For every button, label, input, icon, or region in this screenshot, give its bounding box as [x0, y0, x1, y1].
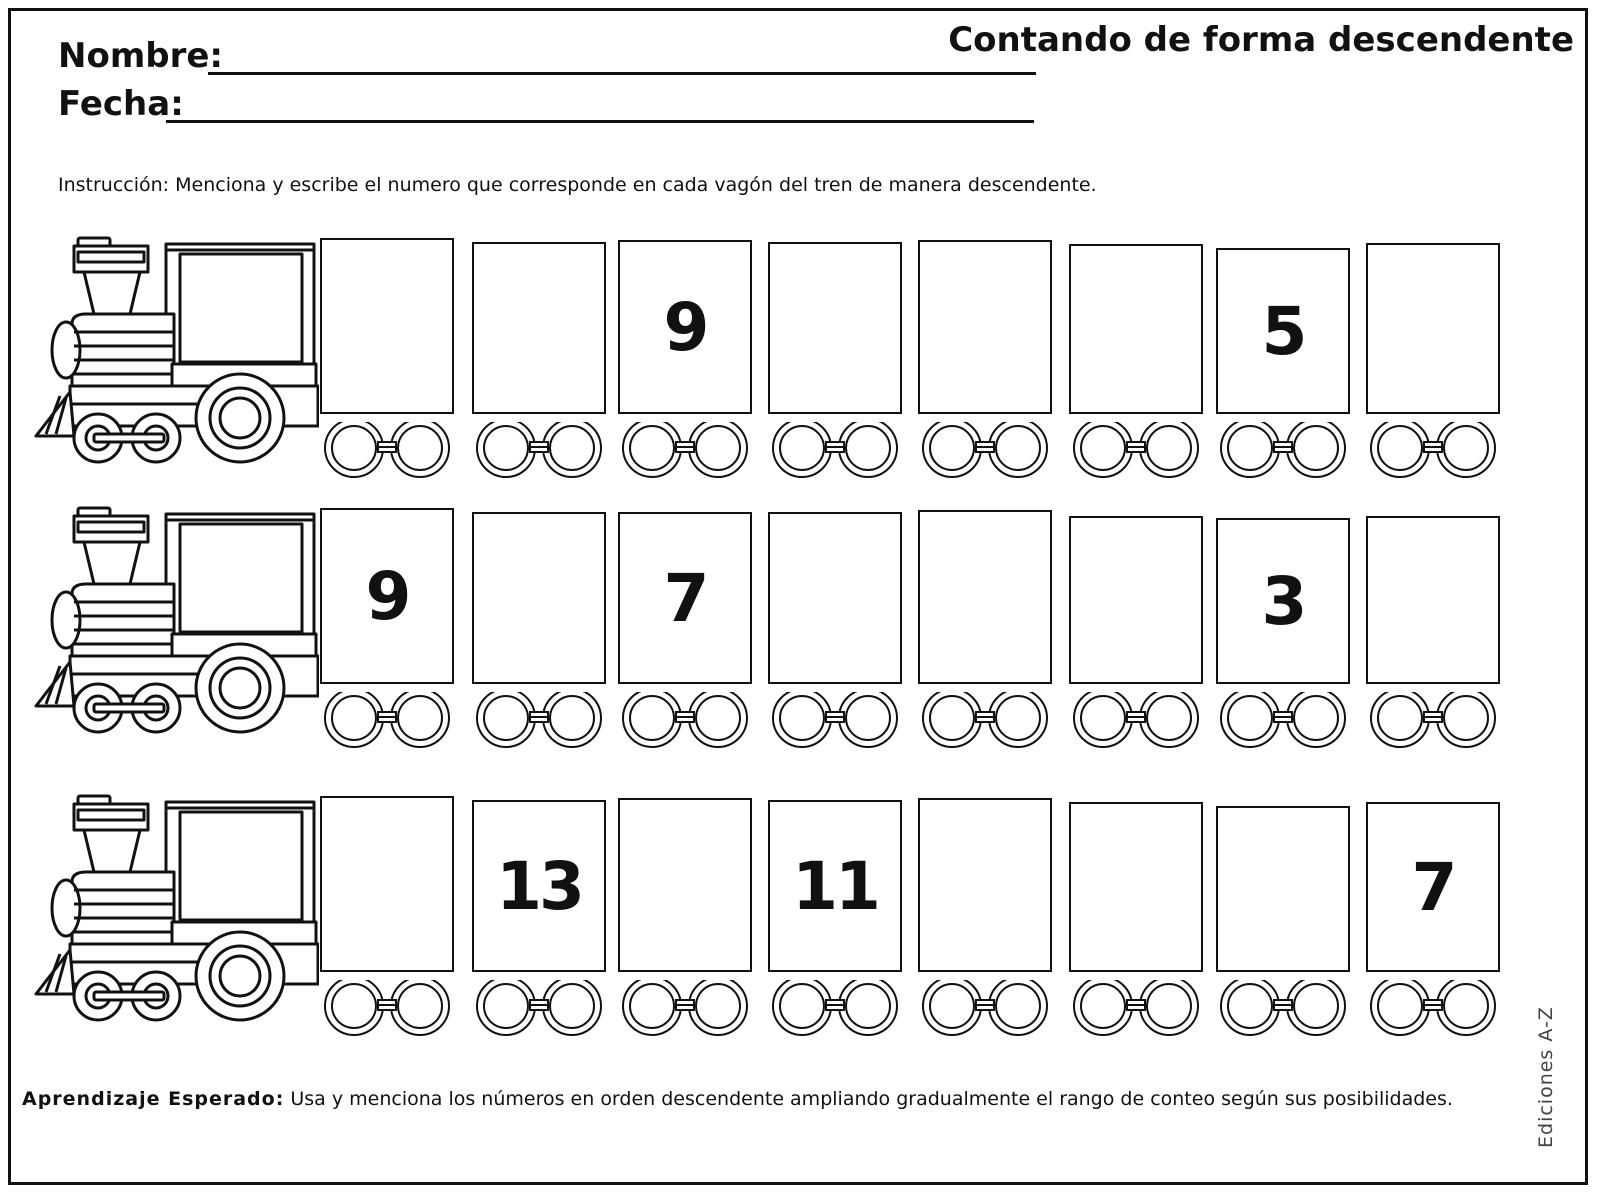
car-wheels-icon	[1366, 692, 1500, 752]
car-wheels-icon	[768, 980, 902, 1040]
car-wheels-icon	[472, 422, 606, 482]
expected-learning-label: Aprendizaje Esperado:	[22, 1088, 285, 1110]
car-answer-box[interactable]	[472, 512, 606, 684]
car-number-box: 7	[618, 512, 752, 684]
car-number-box: 3	[1216, 518, 1350, 684]
car-answer-box[interactable]	[320, 796, 454, 972]
car-wheels-icon	[618, 692, 752, 752]
car-answer-box[interactable]	[472, 242, 606, 414]
car-wheels-icon	[1216, 980, 1350, 1040]
car-wheels-icon	[472, 692, 606, 752]
car-answer-box[interactable]	[768, 512, 902, 684]
car-answer-box[interactable]	[1069, 516, 1203, 684]
car-wheels-icon	[618, 980, 752, 1040]
car-wheels-icon	[768, 422, 902, 482]
car-wheels-icon	[320, 980, 454, 1040]
car-answer-box[interactable]	[1366, 516, 1500, 684]
car-answer-box[interactable]	[618, 798, 752, 972]
car-wheels-icon	[320, 422, 454, 482]
car-wheels-icon	[1366, 980, 1500, 1040]
car-number-box: 5	[1216, 248, 1350, 414]
car-answer-box[interactable]	[1366, 243, 1500, 414]
train-row	[34, 506, 1534, 746]
car-answer-box[interactable]	[1069, 244, 1203, 414]
train-row	[34, 794, 1534, 1034]
publisher-credit: Ediciones A-Z	[1535, 1006, 1557, 1148]
car-wheels-icon	[918, 422, 1052, 482]
car-wheels-icon	[320, 692, 454, 752]
car-wheels-icon	[1216, 692, 1350, 752]
car-wheels-icon	[1069, 422, 1203, 482]
car-number-box: 13	[472, 800, 606, 972]
train-row	[34, 236, 1534, 476]
name-label: Nombre:	[58, 36, 224, 76]
car-number-box: 9	[320, 508, 454, 684]
car-wheels-icon	[1069, 692, 1203, 752]
instruction-text: Instrucción: Menciona y escribe el numero que corresponde en cada vagón del tren de manera descendente.	[58, 174, 1097, 196]
car-answer-box[interactable]	[918, 510, 1052, 684]
name-line[interactable]	[208, 72, 1036, 75]
car-wheels-icon	[618, 422, 752, 482]
car-answer-box[interactable]	[320, 238, 454, 414]
date-line[interactable]	[166, 120, 1034, 123]
car-answer-box[interactable]	[1216, 806, 1350, 972]
car-answer-box[interactable]	[1069, 802, 1203, 972]
car-answer-box[interactable]	[918, 798, 1052, 972]
car-answer-box[interactable]	[918, 240, 1052, 414]
car-answer-box[interactable]	[768, 242, 902, 414]
car-wheels-icon	[918, 980, 1052, 1040]
car-number-box: 9	[618, 240, 752, 414]
car-wheels-icon	[1216, 422, 1350, 482]
car-wheels-icon	[1366, 422, 1500, 482]
date-label: Fecha:	[58, 84, 184, 124]
car-wheels-icon	[1069, 980, 1203, 1040]
car-number-box: 7	[1366, 802, 1500, 972]
expected-learning	[22, 1084, 1482, 1114]
car-wheels-icon	[768, 692, 902, 752]
car-wheels-icon	[918, 692, 1052, 752]
worksheet-title: Contando de forma descendente	[948, 20, 1574, 60]
car-number-box: 11	[768, 800, 902, 972]
car-wheels-icon	[472, 980, 606, 1040]
expected-learning-text: Usa y menciona los números en orden descendente ampliando gradualmente el rango de conteo según sus posibilidades.	[290, 1088, 1453, 1110]
